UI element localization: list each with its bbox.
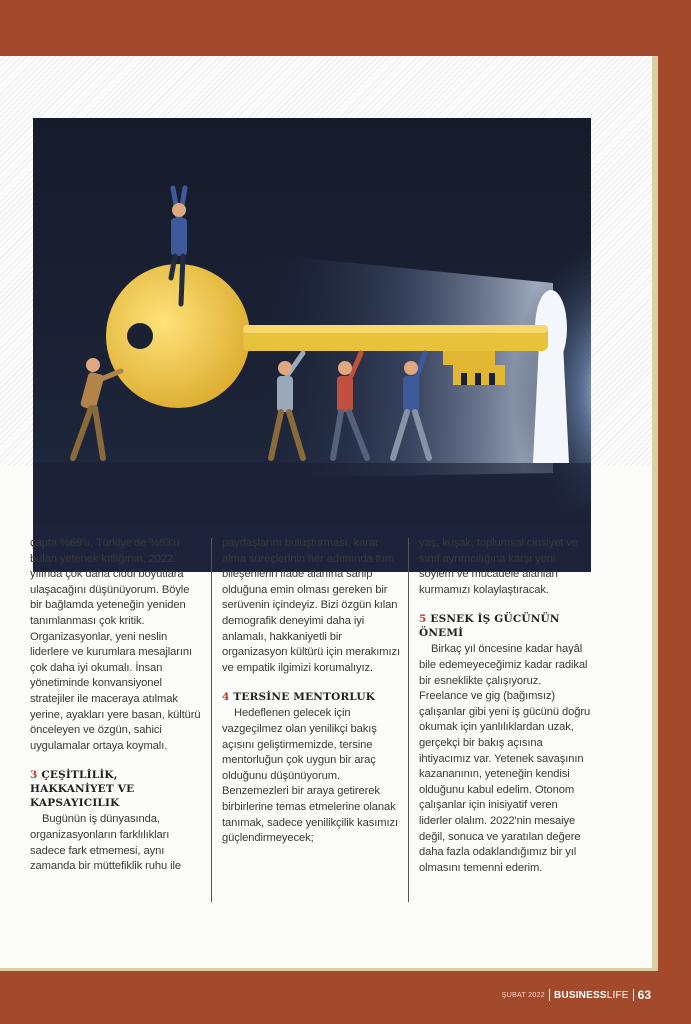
section-number: 4: [222, 691, 230, 704]
paragraph: Bugünün iş dünyasında, organizasyonların farklılıkları sadece fark etmemesi, aynı zamanda bir müttefiklik ruhu ile: [30, 813, 182, 873]
section-title: ÇEŞİTLİLİK, HAKKANİYET VE KAPSAYICILIK: [30, 769, 135, 810]
key-illustration-svg: [33, 118, 591, 572]
section-title: TERSİNE MENTORLUK: [233, 691, 376, 704]
section-heading-4: [222, 690, 400, 704]
text-column-1: [30, 536, 202, 875]
page-footer: [502, 988, 651, 1002]
column-divider: [211, 538, 212, 902]
section-number: 5: [419, 613, 427, 626]
column-divider: [408, 538, 409, 902]
section-title: ESNEK İŞ GÜCÜNÜN ÖNEMİ: [419, 613, 560, 640]
section-number: 3: [30, 769, 38, 782]
paragraph: çapta %69'u, Türkiye'de %83'ü bulan yetenek kıtlığının, 2022 yılında çok daha ciddi boyutlara ulaşacağını düşünüyorum. Böyle bir bağlamda yeteneğin yeniden tanımlanması çok kritik. Organizasyonlar, yeni neslin liderlere ve kurumlara mesajlarını çok daha iyi okumalı. İnsan yönetiminde konvansiyonel stratejiler ile maceraya atılmak yerine, ayakları yere basan, kültürü önceleyen ve özgün, sahici uygulamalar ortaya koymalı.: [30, 537, 201, 752]
section-heading-3: [30, 768, 202, 810]
paragraph: Birkaç yıl öncesine kadar hayâl bile edemeyeceğimiz kadar radikal bir esneklikte çalışıyoruz. Freelance ve gig (bağımsız) çalışanlar gibi yeni iş gücünü doğru okumak için yanlılıklardan uzak, gerçekçi bir bakış açısına ihtiyacımız var. Yetenek savaşının kazananının, yeteneğin kendisi olduğunu kabul edelim. Otonom çalışanlar için inisiyatif veren liderler olalım. 2022'nin mesaiye değil, sonuca ve yaratılan değere daha fazla odaklandığımız bir yıl olmasını temenni ederim.: [419, 643, 591, 874]
text-column-2: [222, 536, 400, 847]
keyhole: [533, 290, 569, 463]
paragraph: Hedeflenen gelecek için vazgeçilmez olan yenilikçi bakış açısını geliştirmemizde, tersine mentorluğun çok uygun bir araç olduğunu düşünüyorum. Benzemezleri bir araya getirerek birbirlerine temas etmelerine olanak tanımak, sadece yenilikçilik kasımızı güçlendirmeyecek;: [222, 707, 398, 845]
paragraph: paydaşlarını buluşturması, karar alma süreçlerinin her adımında tüm bileşenlerin ifade alanına sahip olduğuna emin olması gereken bir serüvenin içindeyiz. Bizi özgün kılan demografik deneyimi daha iyi anlamalı, hakkaniyetli bir organizasyon kültürü için merakımızı ve empatik ilgimizi korumalıyız.: [222, 537, 400, 674]
issue-date: ŞUBAT 2022: [501, 991, 545, 999]
footer-divider: [549, 989, 550, 1001]
section-heading-5: [419, 612, 591, 640]
magazine-brand: [554, 990, 629, 1001]
page-number: 63: [637, 988, 651, 1002]
person-pushing: [73, 358, 121, 458]
footer-divider: [633, 989, 634, 1001]
brand-bold: BUSINESS: [553, 989, 607, 1001]
brand-light: LIFE: [606, 989, 629, 1001]
key-illustration: [33, 118, 591, 572]
text-column-3: [419, 536, 591, 876]
paragraph: yaş, kuşak, toplumsal cinsiyet ve sınıf ayrımcılığına karşı yeni söylem ve mücadele alanları kurmamızı kolaylaştıracak.: [419, 537, 578, 596]
